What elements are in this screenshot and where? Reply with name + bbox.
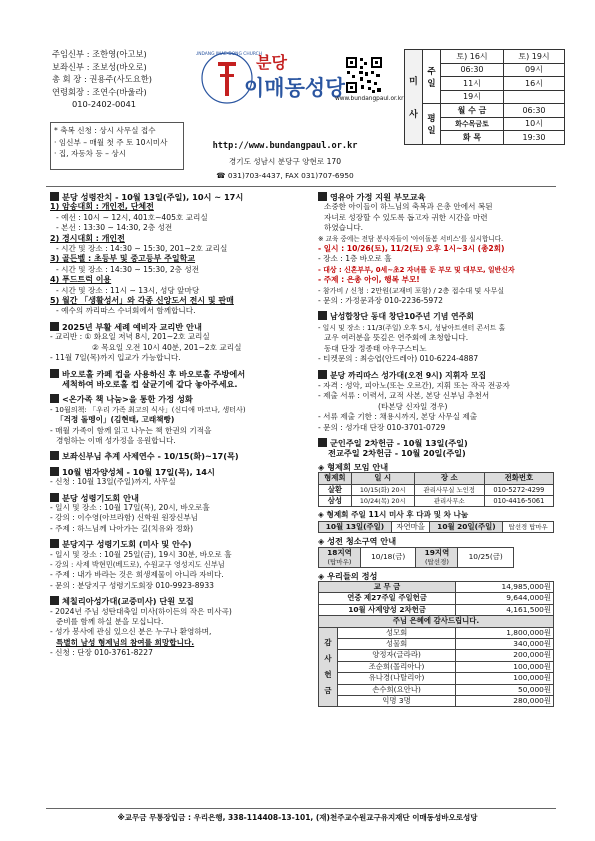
subsection-title: 2) 경시대회 : 개인전	[50, 233, 125, 243]
text-line: - 강의 : 사제 박현민(베드로), 수원교구 영성지도 신부님	[50, 560, 225, 569]
text-line: (타본당 신자일 경우)	[378, 401, 448, 411]
table-row: 양정자(글라라) 200,000원	[319, 650, 554, 661]
section-title: ◈ 형제회 주일 11시 미사 후 다과 및 차 나눔	[318, 510, 469, 520]
mass-day: 월 수 금	[441, 104, 504, 118]
text-line: - 11월 7일(목)까지 입교가 가능합니다.	[50, 353, 181, 363]
text-line: 경험하는 이매 성가정을 응원합니다.	[56, 435, 176, 445]
section-title: 10월 범자양성체 - 10월 17일(목), 14시	[50, 467, 312, 477]
cleaning-table	[318, 547, 514, 568]
refreshment-table	[318, 521, 554, 533]
text-line: - 문의 : 가정문과장 010-2236-5972	[318, 296, 443, 306]
section-title: ◈ 형제회 모임 안내	[318, 461, 389, 472]
text-line: - 시간 및 장소 : 11시 ~ 13시, 성당 앞마당	[56, 285, 200, 295]
donation-footer: ※교무금 무통장입금 : 우리은행, 338-114408-13-101, (재)천주교수원교구유지재단 이매동성바오로성당	[117, 813, 478, 822]
blessing-notice	[50, 122, 184, 170]
text-line: - 매월 가족이 함께 읽고 나누는 책 한권의 기적을	[50, 425, 212, 435]
thanks-header: 주님 은혜에 감사드립니다.	[319, 616, 554, 627]
table-row: 연중 제27주일 주일헌금 9,644,000원	[319, 593, 554, 604]
mass-time: 06:30	[441, 63, 504, 77]
mass-time: 19시	[441, 90, 504, 104]
text-line: - 일시 및 장소 : 10월 17일(목), 20시, 바오로홀	[50, 502, 210, 512]
text-line: 자녀로 성장할 수 있도록 돕고자 귀한 시간을 마련	[324, 212, 488, 222]
text-line: - 시간 및 장소 : 14:30 ~ 15:30, 201~2호 교리실	[56, 244, 228, 254]
section-title: ◈ 우리들의 정성	[318, 570, 378, 581]
text-line: - 예선 : 10시 ~ 12시, 401호~405호 교리실	[56, 212, 208, 222]
header-divider	[46, 186, 556, 187]
text-line: - 대상 : 신혼부부, 0세~초2 자녀를 둔 부모 및 대부모, 일반신자	[318, 265, 515, 274]
qr-caption: www.bundangpaul.or.kr	[335, 96, 404, 102]
staff-phone: 010-2402-0041	[72, 99, 137, 109]
staff-line: 주임신부 : 조한영(아고보)	[52, 49, 147, 59]
website-link[interactable]: http://www.bundangpaul.or.kr	[212, 141, 358, 151]
staff-list	[52, 48, 162, 111]
section-title: 2025년 부활 세례 예비자 교리반 안내	[50, 322, 312, 332]
mass-schedule-table	[404, 49, 565, 145]
logo-ring-text: BUNDANG IMAE-DONG CHURCH	[196, 52, 263, 57]
staff-line: 총 회 장 : 권용주(사도요한)	[52, 74, 152, 84]
text-line: - 제출 서류 : 이력서, 교적 사본, 본당 신부님 추천서	[318, 391, 490, 401]
section-title: 보좌신부님 추계 사제연수 - 10/15(화)~17(목)	[50, 451, 312, 461]
text-line: - 신청 : 단장 010-3761-8227	[50, 648, 153, 658]
subsection-title: 3) 골든벨 : 초등부 및 중고등부 주일학교	[50, 254, 196, 264]
text-line: - 시간 및 장소 : 14:30 ~ 15:30, 2층 성전	[56, 264, 200, 274]
table-row: 삼성 10/24(목) 20시 관리사무소 010-4416-5061	[319, 495, 554, 506]
text-line: - 2024년 주님 성탄대축일 미사(하이든의 작은 미사곡)	[50, 606, 232, 616]
text-line: - 강의 : 이수영(아브라함) 신학원 원장신부님	[50, 513, 198, 523]
sunday-label: 주 일	[423, 50, 441, 104]
qr-code-icon[interactable]	[345, 56, 383, 94]
text-line: - 주제 : 하느님께 나아가는 길(치유와 정화)	[50, 523, 194, 533]
section-title: 분당 성령기도회 안내	[50, 493, 312, 503]
subsection-title: 5) 월간 「생활성서」와 각종 신앙도서 전시 및 판매	[50, 296, 234, 306]
mass-time: 토) 19시	[504, 50, 565, 64]
text-line: - 일시 및 장소 : 10월 25일(금), 19시 30분, 바오로 홀	[50, 549, 232, 559]
table-row: 익명 3명 280,000원	[319, 696, 554, 707]
section-title: 영유아 가정 지원 부모교육	[318, 192, 558, 202]
section-title: 체칠리아성가대(교중미사) 단원 모집	[50, 596, 312, 606]
mass-time: 11시	[441, 77, 504, 91]
church-phone: ☎ 031)703-4437, FAX 031)707-6950	[216, 171, 354, 180]
notice-line: · 집, 자동차 등 – 상시	[54, 149, 127, 158]
table-row: 10월 13일(주일) 자연마을 10월 20일(주일) 탑선경 탑마우	[319, 521, 554, 532]
left-column	[50, 192, 312, 659]
church-address: 경기도 성남시 분당구 양현로 170	[228, 157, 342, 166]
section-title: 전교주일 2차헌금 - 10월 20일(주일)	[328, 448, 466, 459]
offerings-table	[318, 581, 554, 707]
text-line: 준비를 함께 하실 분을 모십니다.	[56, 617, 164, 627]
table-row: 성물회 340,000원	[319, 639, 554, 650]
text-line: - 티켓문의 : 최승엽(안드레아) 010-6224-4887	[318, 354, 479, 364]
text-line: - 자격 : 성악, 피아노(또는 오르간), 지휘 또는 작곡 전공자	[318, 380, 510, 390]
text-line: - 서류 제출 기한 : 채용시까지, 본당 사무실 제출	[318, 412, 478, 422]
footer-divider	[46, 808, 556, 809]
text-line: - 일시 : 10/26(토), 11/2(토) 오후 1시~3시 (총2회)	[318, 244, 505, 254]
section-title: <온가족 책 나눔>을 통한 가정 성화	[50, 394, 312, 404]
mass-side-label: 미 사	[405, 50, 423, 145]
text-line: ※ 교육 중에는 전담 봉사자들이 '아이돌봄 서비스'를 실시합니다.	[318, 234, 504, 243]
text-line: ② 목요일 오전 10시 40분, 201~2호 교리실	[92, 342, 242, 352]
mass-time: 16시	[504, 77, 565, 91]
text-line: - 문의 : 성가대 단장 010-3701-0729	[318, 422, 446, 432]
table-row: 손수희(요안나) 50,000원	[319, 684, 554, 695]
section-title: 분당 성령잔치 - 10월 13일(주일), 10시 ~ 17시	[50, 192, 312, 202]
logo-top-text: 분당	[256, 53, 287, 72]
table-row: 유나경(나탈리아) 100,000원	[319, 673, 554, 684]
text-line: - 장소 : 1층 바오로 홀	[318, 254, 392, 264]
text-line: 교우 여러분을 뜻깊은 연주회에 초청합니다.	[324, 333, 469, 343]
mass-time: 09시	[504, 63, 565, 77]
section-title: 남성합창단 동대 창단10주년 기념 연주회	[318, 311, 558, 322]
table-header: 장 소	[414, 473, 484, 484]
section-title: 분당지구 성령기도회 (미사 및 안수)	[50, 539, 312, 549]
logo-main-text: 이매동성당	[244, 76, 346, 100]
table-row: 조순희(몰리아나) 100,000원	[319, 661, 554, 672]
subsection-title: 4) 푸드트럭 이용	[50, 275, 112, 285]
subsection-title: 1) 암송대회 : 개인전, 단체전	[50, 202, 154, 212]
table-header: 형제회	[319, 473, 352, 484]
section-title: 분당 까리따스 성가대(오전 9시) 지휘자 모집	[318, 370, 558, 381]
text-line: 「걱정 돌멩이」(김현태, 고래책빵)	[56, 415, 175, 425]
church-logo	[196, 44, 346, 116]
table-row: 10월 사제양성 2차헌금 4,161,500원	[319, 604, 554, 615]
text-line: - 신청 : 10월 13일(주일)까지, 사무실	[50, 477, 176, 487]
text-line: - 10월의책: 「우리 가족 최고의 식사」(신디애 마코나, 생터사)	[50, 404, 246, 414]
text-line: - 일시 및 장소 : 11/3(주일) 오후 5시, 성남아트센터 콘서트 홀	[318, 323, 506, 332]
table-row: 살환 10/15(화) 20시 관리사무실 노인정 010-5272-4299	[319, 484, 554, 495]
right-column	[318, 192, 558, 707]
weekday-label: 평 일	[423, 104, 441, 145]
mass-day: 화수목금토	[441, 117, 504, 131]
section-title: 군인주일 2차헌금 - 10월 13일(주일)	[318, 438, 558, 448]
mass-time: 06:30	[504, 104, 565, 118]
mass-time: 10시	[504, 117, 565, 131]
text-line: - 본선 : 13:30 ~ 14:30, 2층 성전	[56, 223, 173, 233]
table-row: 18지역 (탑마우) 10/18(금) 19지역 (탑선경) 10/25(금)	[319, 547, 514, 567]
section-title: 바오로홀 카페 컵을 사용하신 후 바오로홀 주방에서	[50, 369, 312, 379]
notice-line: · 임신부 – 매월 첫 주 토 10시미사	[54, 137, 168, 147]
text-line: - 주제 : 내가 바라는 것은 희생제물이 아니라 자비다.	[50, 570, 224, 580]
brotherhood-table	[318, 472, 554, 507]
text-line: - 문의 : 분당지구 성령기도회장 010-9923-8933	[50, 580, 215, 590]
table-row: 교 무 금 14,985,000원	[319, 582, 554, 593]
text-line: - 교리반 : ① 화요일 저녁 8시, 201~2호 교리실	[50, 332, 210, 342]
text-line: 특별히 남성 형제님의 참여를 희망합니다.	[56, 637, 195, 647]
text-line: - 주제 : 은총 아이, 행복 부모!	[318, 275, 420, 285]
notice-line: * 축복 신청 : 상시 사무실 접수	[54, 126, 156, 135]
text-line: 동대 단장 정종태 아우구스티노	[324, 343, 427, 353]
table-header: 전화번호	[484, 473, 553, 484]
text-line: - 성가 봉사에 관심 있으신 분은 누구나 환영하며,	[50, 627, 212, 637]
table-header: 일 시	[351, 473, 414, 484]
mass-time: 토) 16시	[441, 50, 504, 64]
table-row: 감 사 헌 금 성모회 1,800,000원	[319, 627, 554, 638]
section-title: ◈ 성전 청소구역 안내	[318, 536, 397, 547]
staff-line: 보좌신부 : 조보성(바오로)	[52, 61, 147, 72]
text-line: - 참가비 / 신청 : 2만원(교재비 포함) / 2층 접수대 및 사무실	[318, 285, 505, 295]
text-line: 소중한 아이들이 하느님의 축복과 은총 안에서 복된	[324, 202, 493, 212]
staff-line: 연령회장 : 조연수(바울라)	[52, 86, 147, 97]
mass-day: 화 목	[441, 131, 504, 145]
text-line: - 예수의 까리따스 수녀회에서 함께합니다.	[56, 306, 196, 316]
mass-time	[504, 90, 565, 104]
text-line: 하였습니다.	[324, 223, 364, 233]
mass-time: 19:30	[504, 131, 565, 145]
text-line: 세척하여 바오로홀 컵 살균기에 같다 놓아주세요.	[62, 378, 238, 389]
